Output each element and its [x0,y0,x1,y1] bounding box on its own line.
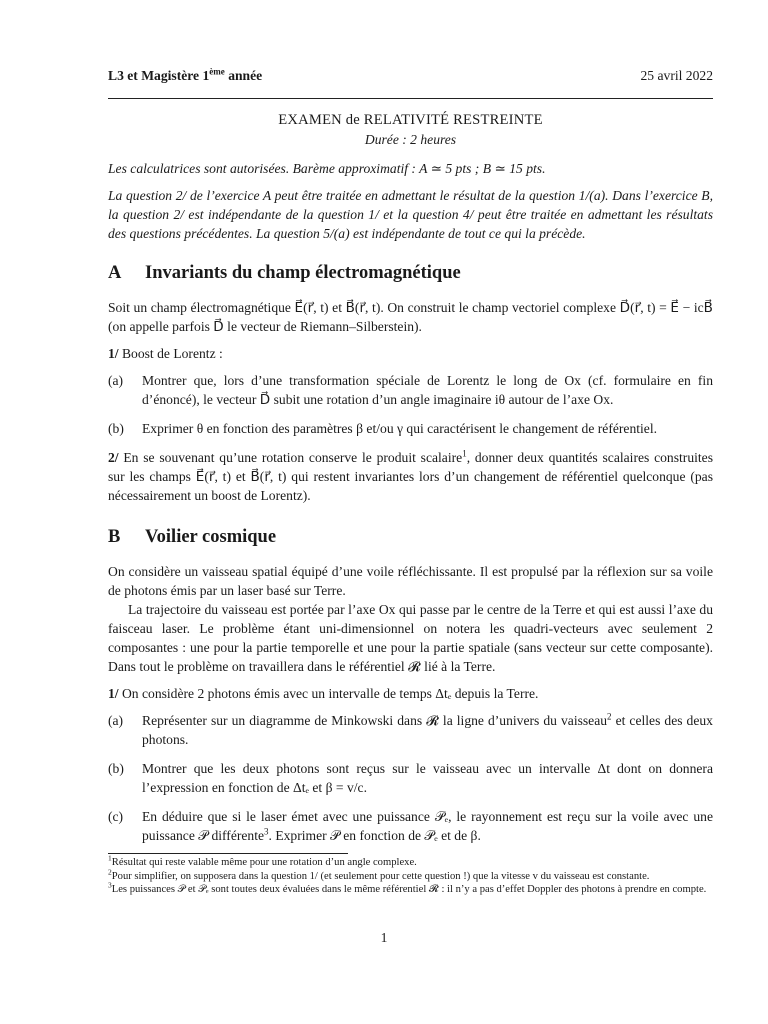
section-b-heading [108,525,713,549]
section-b-number: B [108,527,121,547]
exam-title: EXAMEN de RELATIVITÉ RESTREINTE [278,112,543,128]
footnote-rule [108,853,348,854]
footnote-3: $^3$Les puissances 𝒫 et 𝒫ₑ sont toutes deux évaluées dans le même référentiel 𝓡 : il n’y a pas d’effet Doppler des photons à prendre en compte. [108,880,707,895]
question-a2: 2/ En se souvenant qu’une rotation conserve le produit scalaire$^1$, donner deux quantités scalaires construites sur les champs E⃗(r⃗, t) et B⃗(r⃗, t) qui restent invariantes lors d’un changement de référentiel quelconque (pas nécessairement un boost de Lorentz). [108,448,713,503]
footnote-2: $^2$Pour simplifier, on supposera dans la question 1/ (et seulement pour cette question !) que la vitesse v du vaisseau est constante. [108,866,650,882]
question-b1: 1/ On considère 2 photons émis avec un intervalle de temps Δtₑ depuis la Terre. [108,686,539,701]
exam-date: 25 avril 2022 [640,68,713,83]
question-a1a: (a) Montrer que, lors d’une transformation spéciale de Lorentz le long de Ox (cf. formulaire en fin d’énoncé), le vecteur D⃗ subit une rotation d’un angle imaginaire iθ autour de l’axe Ox. [108,373,713,407]
footnote-ref-2: 2 [607,711,612,722]
course-level: L3 et Magistère 1ème année [108,66,263,83]
instructions-note: La question 2/ de l’exercice A peut être traitée en admettant le résultat de la question 1/(a). Dans l’exercice B, la question 2/ est indépendante de la question 1/ et la question 4/ peut être traitée en admettant les résultats des questions précédentes. La question 5/(a) est indépendante de tout ce qui la précède. [108,188,713,241]
section-b-paragraph-2: La trajectoire du vaisseau est portée par l’axe Ox qui passe par le centre de la Terre et qui est aussi l’axe du faisceau laser. Le problème étant uni-dimensionnel on notera les quadri-vecteurs avec seulement 2 composantes : une pour la partie temporelle et une pour la partie spatiale (sans vecteur sur cette composante). Dans tout le problème on travaillera dans le référentiel 𝓡 lié à la Terre. [108,602,713,674]
section-a-number: A [108,263,122,283]
section-a-heading [108,261,713,285]
ordinal-suffix: ème [209,66,225,77]
document-body [108,66,713,897]
question-a1b: (b) Exprimer θ en fonction des paramètres β et/ou γ qui caractérisent le changement de référentiel. [108,421,658,436]
page-header [108,66,713,85]
question-b1c: (c) En déduire que si le laser émet avec une puissance 𝒫ₑ, le rayonnement est reçu sur la voile avec une puissance 𝒫 différente$^3$. Exprimer 𝒫 en fonction de 𝒫ₑ et de β. [108,809,713,843]
section-a-title: Invariants du champ électromagnétique [145,263,461,283]
section-b-title: Voilier cosmique [145,527,277,547]
question-a1: 1/ Boost de Lorentz : [108,346,223,361]
exam-duration: Durée : 2 heures [364,132,457,147]
question-b1a: (a) Représenter sur un diagramme de Minkowski dans 𝓡 la ligne d’univers du vaisseau$^2$ et celles des deux photons. [108,711,713,747]
section-b-paragraph-1: On considère un vaisseau spatial équipé d’une voile réfléchissante. Il est propulsé par la réflexion sur sa voile de photons émis par un laser basé sur Terre. [108,564,713,598]
footnote-ref-1: 1 [462,448,467,459]
header-rule [108,98,713,99]
calculator-note: Les calculatrices sont autorisées. Barème approximatif : A ≃ 5 pts ; B ≃ 15 pts. [108,161,546,176]
footnote-ref-3: 3 [264,826,269,837]
footnote-1: $^1$Résultat qui reste valable même pour une rotation d’un angle complexe. [108,853,417,868]
question-b1b: (b) Montrer que les deux photons sont reçus sur le vaisseau avec un intervalle Δt dont on donnera l’expression en fonction de Δtₑ et β = v/c. [108,761,713,795]
page-number: 1 [380,930,388,945]
section-a-intro: Soit un champ électromagnétique E⃗(r⃗, t) et B⃗(r⃗, t). On construit le champ vectoriel complexe D⃗(r⃗, t) = E⃗ − icB⃗ (on appelle parfois D⃗ le vecteur de Riemann–Silberstein). [108,300,713,334]
